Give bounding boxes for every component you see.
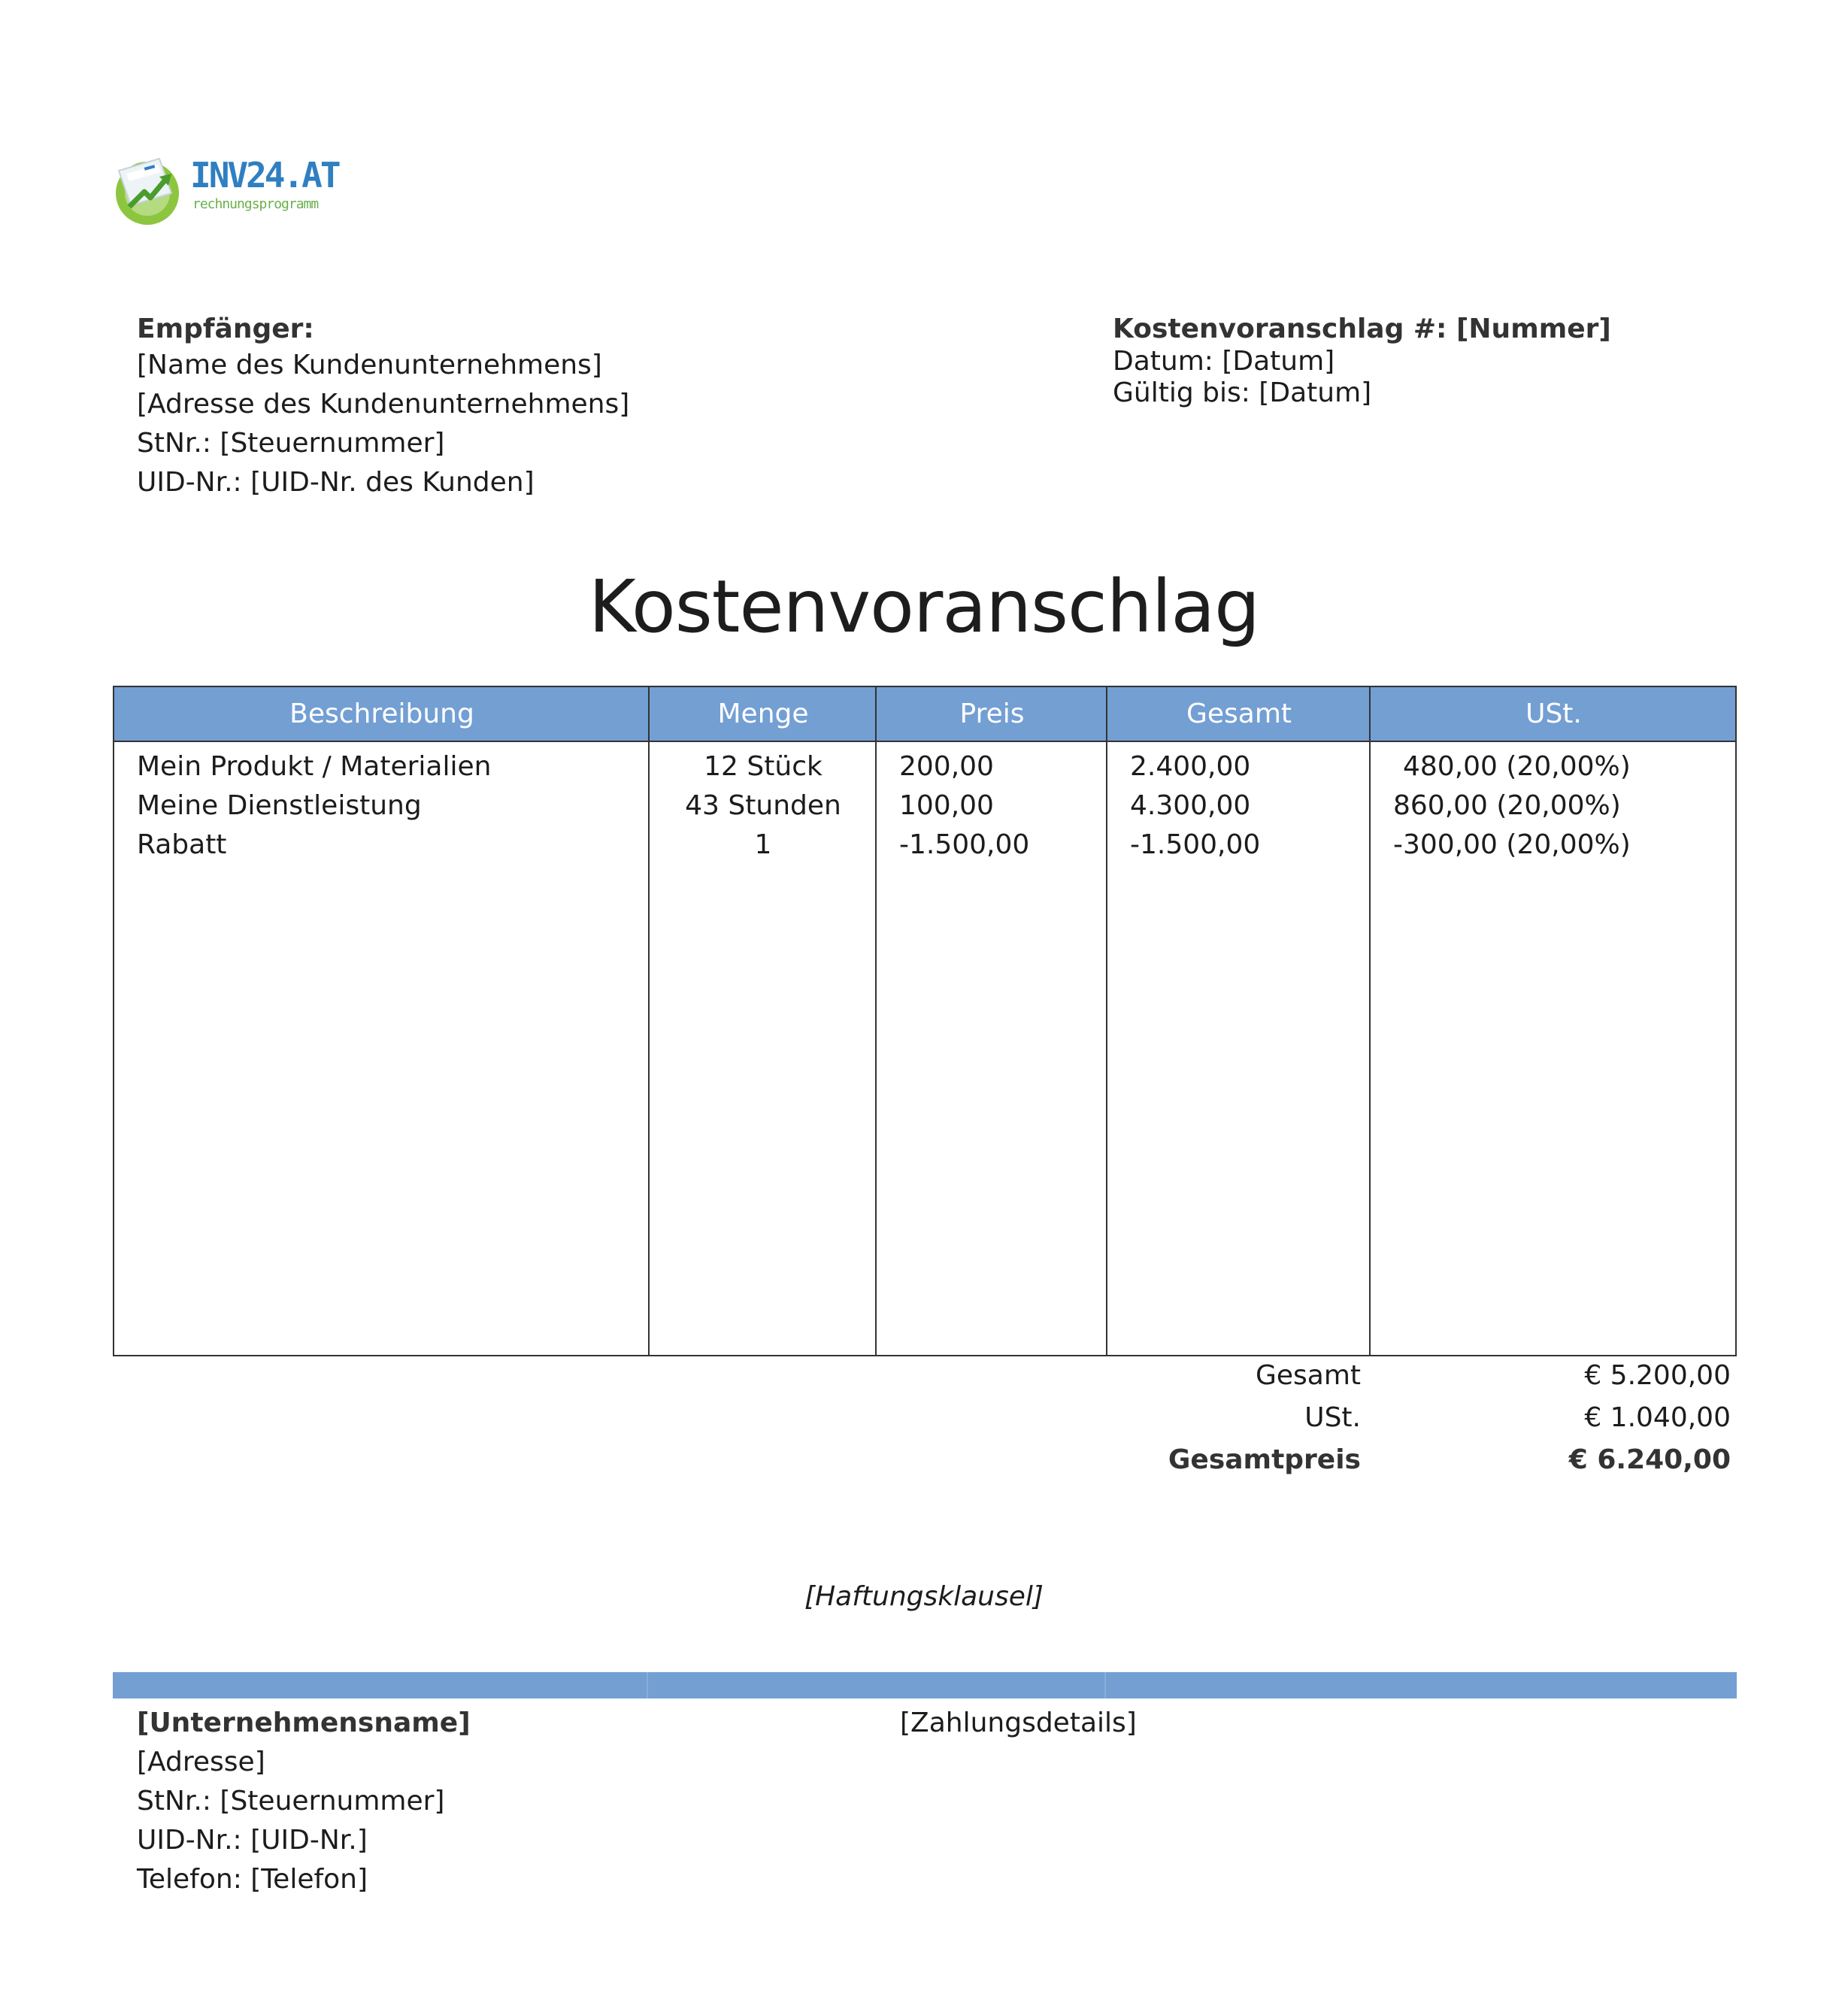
company-tax-number: StNr.: [Steuernummer] <box>137 1786 445 1817</box>
company-name: [Unternehmensname] <box>137 1707 471 1738</box>
item-description: Mein Produkt / Materialien <box>137 751 492 782</box>
quote-number: Kostenvoranschlag #: [Nummer] <box>1113 314 1611 344</box>
liability-clause: [Haftungsklausel] <box>804 1581 1044 1612</box>
table-header <box>114 687 1735 742</box>
item-vat: -300,00 (20,00%) <box>1393 829 1631 860</box>
item-quantity: 1 <box>754 829 772 860</box>
item-description: Rabatt <box>137 829 227 860</box>
item-quantity: 43 Stunden <box>685 790 841 821</box>
company-info <box>137 1704 471 1899</box>
footer-bar-divider <box>647 1672 648 1698</box>
recipient-tax-number: StNr.: [Steuernummer] <box>137 428 445 459</box>
header-vat: USt. <box>1525 698 1582 729</box>
item-price: 200,00 <box>899 751 994 782</box>
item-price: 100,00 <box>899 790 994 821</box>
net-total-label: Gesamt <box>1255 1360 1361 1391</box>
company-logo <box>113 154 339 229</box>
header-description: Beschreibung <box>289 698 474 729</box>
column-divider <box>1369 687 1371 1355</box>
logo-tagline: rechnungsprogramm <box>192 196 319 212</box>
item-quantity: 12 Stück <box>704 751 823 782</box>
company-vat-id: UID-Nr.: [UID-Nr.] <box>137 1825 368 1856</box>
quote-valid-until: Gültig bis: [Datum] <box>1113 377 1372 408</box>
item-total: 4.300,00 <box>1130 790 1251 821</box>
payment-details: [Zahlungsdetails] <box>900 1707 1137 1738</box>
quote-meta-block <box>1113 313 1611 409</box>
item-vat: 860,00 (20,00%) <box>1393 790 1621 821</box>
logo-brand: INV24.AT <box>190 155 339 195</box>
page-title: Kostenvoranschlag <box>588 565 1260 649</box>
recipient-address: [Adresse des Kundenunternehmens] <box>137 389 630 420</box>
grand-total-label: Gesamtpreis <box>1168 1444 1361 1475</box>
item-description: Meine Dienstleistung <box>137 790 422 821</box>
logo-icon <box>113 154 188 226</box>
header-total: Gesamt <box>1186 698 1292 729</box>
vat-total-label: USt. <box>1304 1402 1361 1433</box>
net-total-value: € 5.200,00 <box>1584 1360 1731 1391</box>
quote-date: Datum: [Datum] <box>1113 346 1335 377</box>
footer-bar-divider <box>1104 1672 1106 1698</box>
company-phone: Telefon: [Telefon] <box>137 1864 368 1895</box>
item-price: -1.500,00 <box>899 829 1030 860</box>
item-total: 2.400,00 <box>1130 751 1251 782</box>
column-divider <box>1106 687 1107 1355</box>
header-price: Preis <box>959 698 1025 729</box>
header-quantity: Menge <box>717 698 809 729</box>
item-vat: 480,00 (20,00%) <box>1403 751 1631 782</box>
grand-total-value: € 6.240,00 <box>1568 1444 1731 1475</box>
items-table <box>113 686 1737 1356</box>
vat-total-value: € 1.040,00 <box>1584 1402 1731 1433</box>
company-address: [Adresse] <box>137 1747 265 1777</box>
recipient-heading: Empfänger: <box>137 314 314 344</box>
recipient-name: [Name des Kundenunternehmens] <box>137 350 602 380</box>
recipient-vat-id: UID-Nr.: [UID-Nr. des Kunden] <box>137 467 535 498</box>
footer-bar <box>113 1672 1737 1698</box>
item-total: -1.500,00 <box>1130 829 1261 860</box>
recipient-block <box>137 313 629 502</box>
